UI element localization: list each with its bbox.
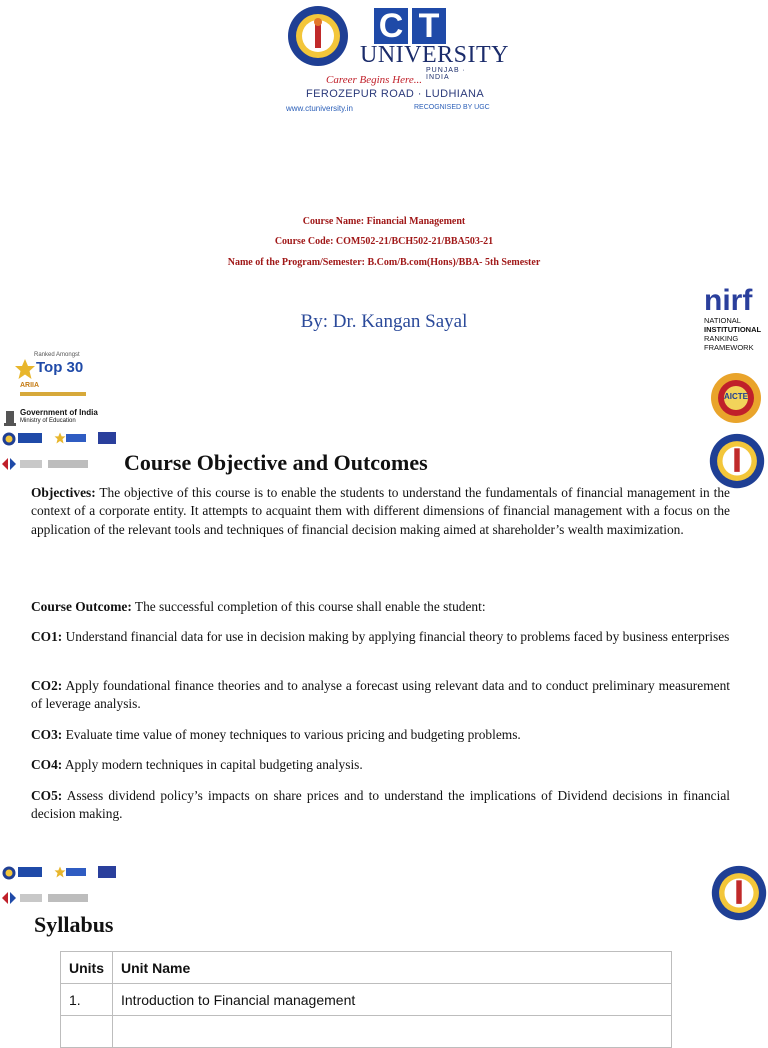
outcome-code: CO4: <box>31 757 63 772</box>
goi-line1: Government of India <box>20 408 98 417</box>
unit-name: Introduction to Financial management <box>113 984 672 1016</box>
unit-number: 1. <box>61 984 113 1016</box>
nirf-sub-0: NATIONAL <box>704 316 741 325</box>
table-row-empty <box>61 1016 672 1048</box>
mini-ct-logo <box>18 867 42 877</box>
government-of-india-badge <box>4 408 100 428</box>
mini-ct-logo <box>18 433 42 443</box>
logo-ct-letter-t: T <box>412 8 446 44</box>
outcome-code: CO3: <box>31 727 63 742</box>
nirf-badge <box>704 286 766 358</box>
outcome-item <box>31 756 730 774</box>
column-header-units: Units <box>61 952 113 984</box>
outcome-item <box>31 726 730 744</box>
objectives-label: Objectives: <box>31 485 96 500</box>
top30-ranked-text: Ranked Amongst <box>34 352 80 358</box>
logo-ct-letter-c: C <box>374 8 408 44</box>
outcome-item <box>31 677 730 714</box>
outcome-text: Evaluate time value of money techniques to various pricing and budgeting problems. <box>62 727 521 742</box>
star-icon <box>14 358 36 380</box>
outcome-text: Assess dividend policy’s impacts on share prices and to understand the implications of Dividend decisions in financial decision making. <box>31 788 730 822</box>
program-semester: Name of the Program/Semester: B.Com/B.com(Hons)/BBA- 5th Semester <box>227 257 541 268</box>
outcome-text: Apply modern techniques in capital budgeting analysis. <box>62 757 363 772</box>
university-seal-right-icon <box>708 432 766 490</box>
emblem-icon <box>4 409 16 427</box>
ariia-text: ARIIA <box>20 382 40 389</box>
mini-star-icon <box>54 432 66 444</box>
syllabus-table <box>60 951 672 1048</box>
outcome-code: CO2: <box>31 678 63 693</box>
logo-website: www.ctuniversity.in <box>286 104 353 113</box>
syllabus-header-row <box>61 952 672 984</box>
unit-number-empty <box>61 1016 113 1048</box>
objectives-text: The objective of this course is to enable the students to understand the fundamentals of financial management in the context of a corporate entity. It attempts to acquaint them with different dimensions of financial management with a focus on the application of the relevant tools and techniques of financial decision making aimed at shareholder’s wealth maximization. <box>31 485 730 537</box>
outcome-code: CO5: <box>31 788 63 803</box>
top30-ribbon <box>20 392 86 396</box>
outcome-code: CO1: <box>31 629 63 644</box>
objectives-paragraph <box>31 484 730 539</box>
aicte-badge <box>710 372 762 424</box>
section-title-objectives: Course Objective and Outcomes <box>124 450 428 475</box>
mini-top30-logo <box>66 434 86 442</box>
goi-line2: Ministry of Education <box>20 418 76 424</box>
mini-emblem-logo <box>20 460 42 468</box>
logo-recognition: RECOGNISED BY UGC <box>414 104 490 111</box>
partner-logo-strip-2 <box>2 866 120 906</box>
aicte-text: AICTE <box>724 392 748 401</box>
outcome-text: Understand financial data for use in decision making by applying financial theory to problems faced by business enterprises <box>62 629 730 644</box>
mini-goi-logo <box>48 894 88 902</box>
mini-emblem-logo <box>20 894 42 902</box>
top30-text: Top 30 <box>36 359 84 376</box>
mini-nirf-logo <box>98 432 116 444</box>
ct-university-logo <box>286 4 509 114</box>
logo-location-text: PUNJAB · INDIA <box>426 67 466 81</box>
outcome-text: Apply foundational finance theories and to analyse a forecast using relevant data and to conduct preliminary measurement of leverage analysis. <box>31 678 730 712</box>
mini-star-icon <box>54 866 66 878</box>
course-outcome-text: The successful completion of this course shall enable the student: <box>131 599 486 614</box>
mini-arrow-icon <box>2 892 16 904</box>
column-header-unit-name: Unit Name <box>113 952 672 984</box>
nirf-sub-1: INSTITUTIONAL <box>704 325 762 334</box>
mini-seal-icon <box>2 866 16 880</box>
logo-university-text: UNIVERSITY <box>360 42 509 68</box>
nirf-sub-2: RANKING <box>704 334 739 343</box>
author-byline: By: Dr. Kangan Sayal <box>300 311 468 332</box>
logo-address: FEROZEPUR ROAD · LUDHIANA <box>306 88 485 100</box>
mini-seal-icon <box>2 432 16 446</box>
mini-arrow-icon <box>2 458 16 470</box>
university-seal-icon <box>286 4 350 68</box>
nirf-text: nirf <box>704 284 753 317</box>
course-code: Course Code: COM502-21/BCH502-21/BBA503-21 <box>274 236 494 247</box>
university-seal-right-2-icon <box>710 864 768 922</box>
nirf-sub-3: FRAMEWORK <box>704 343 754 352</box>
outcome-item <box>31 628 730 646</box>
course-outcome-intro <box>31 598 730 616</box>
table-row <box>61 984 672 1016</box>
course-name: Course Name: Financial Management <box>302 216 466 227</box>
unit-name-empty <box>113 1016 672 1048</box>
mini-goi-logo <box>48 460 88 468</box>
logo-tagline: Career Begins Here... <box>326 74 423 86</box>
outcome-item <box>31 787 730 824</box>
top30-ariia-badge <box>14 352 88 404</box>
course-outcome-label: Course Outcome: <box>31 599 132 614</box>
section-title-syllabus: Syllabus <box>34 912 114 937</box>
mini-nirf-logo <box>98 866 116 878</box>
partner-logo-strip <box>2 432 120 472</box>
mini-top30-logo <box>66 868 86 876</box>
